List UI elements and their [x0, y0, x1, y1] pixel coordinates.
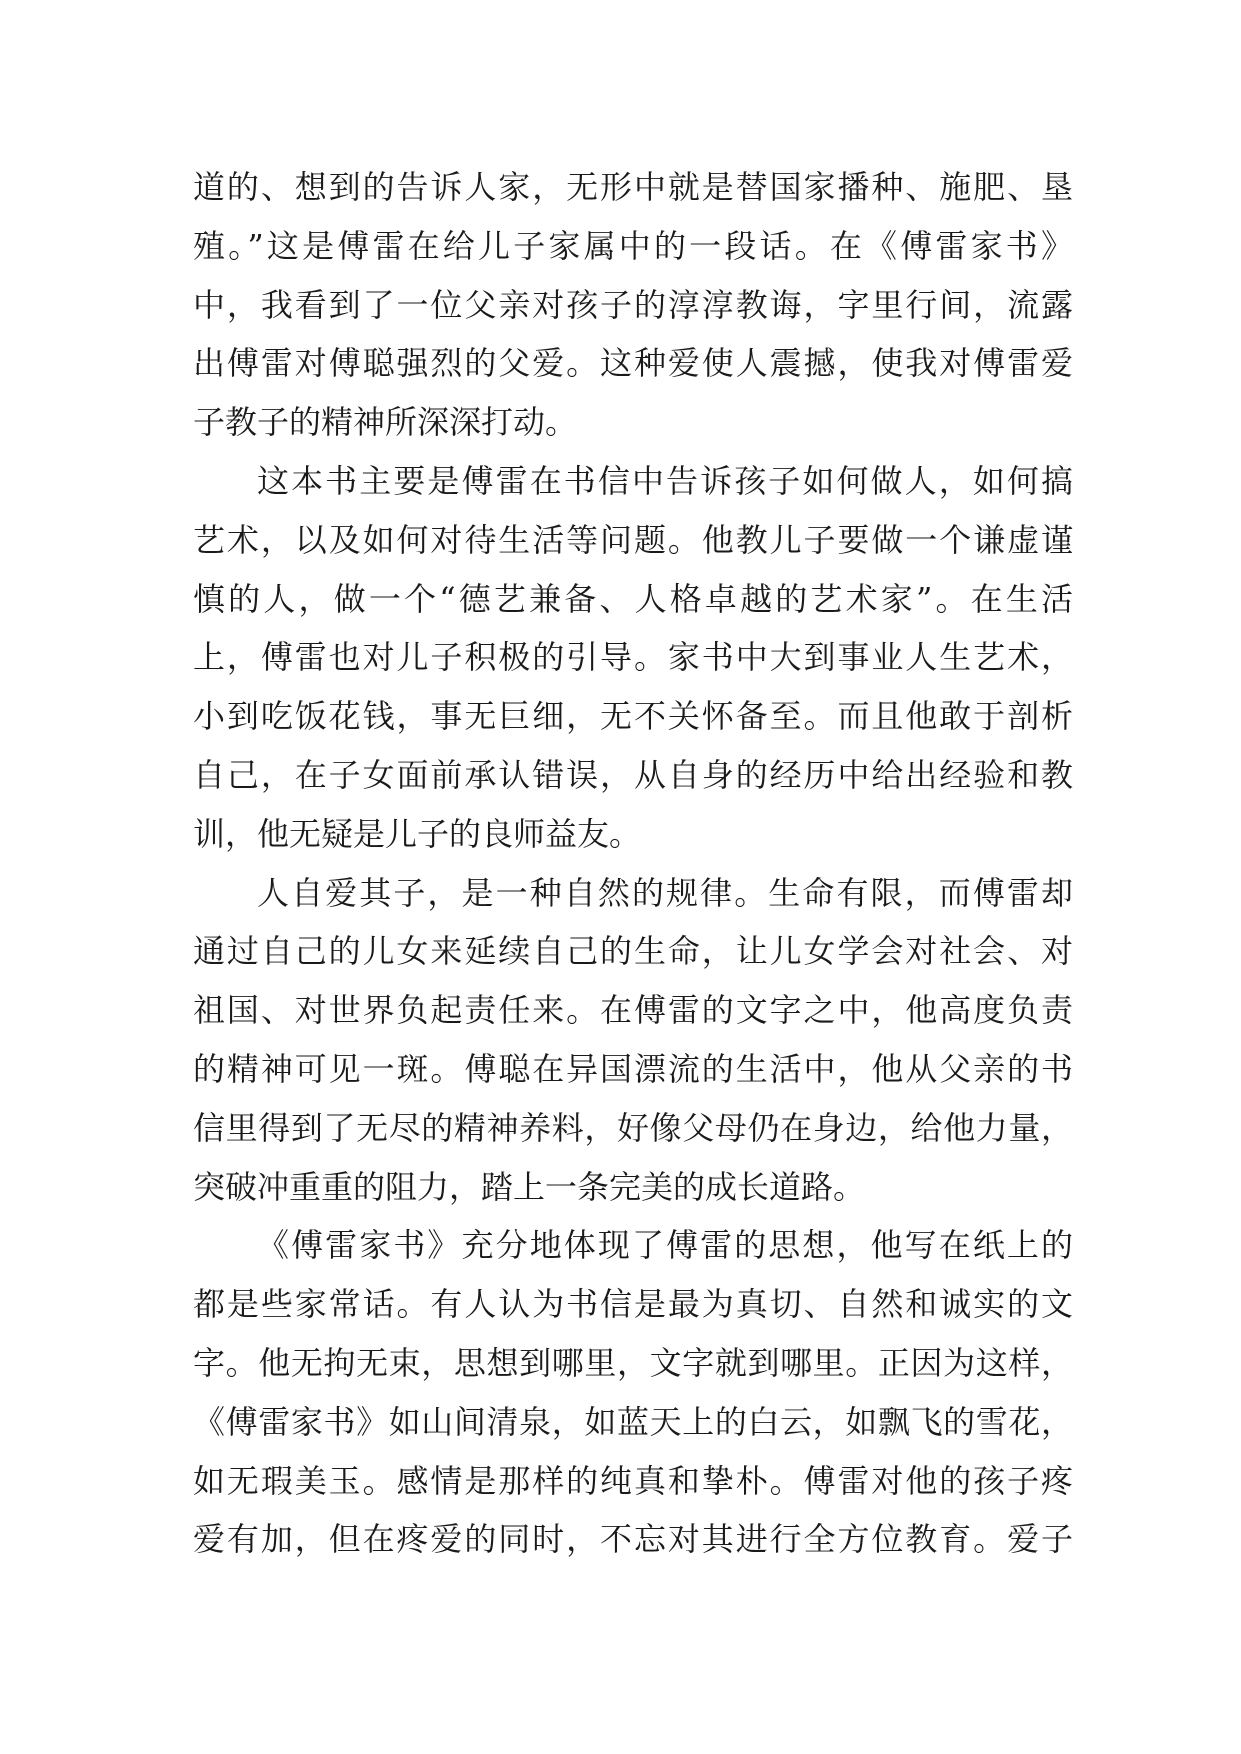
paragraph-start-line: 《傅雷家书》充分地体现了傅雷的思想，他写在纸上的	[257, 1226, 1073, 1265]
text-line: 慎的人，做一个“德艺兼备、人格卓越的艺术家”。在生活	[193, 579, 1073, 618]
paragraph-start-line: 人自爱其子，是一种自然的规律。生命有限，而傅雷却	[257, 873, 1073, 912]
text-line: 爱有加，但在疼爱的同时，不忘对其进行全方位教育。爱子	[193, 1520, 1073, 1559]
text-line: 《傅雷家书》如山间清泉，如蓝天上的白云，如飘飞的雪花，	[193, 1402, 1073, 1441]
text-line: 小到吃饭花钱，事无巨细，无不关怀备至。而且他敢于剖析	[193, 697, 1073, 736]
text-line: 如无瑕美玉。感情是那样的纯真和挚朴。傅雷对他的孩子疼	[193, 1461, 1073, 1500]
text-line: 都是些家常话。有人认为书信是最为真切、自然和诚实的文	[193, 1285, 1073, 1324]
text-line: 中，我看到了一位父亲对孩子的淳淳教诲，字里行间，流露	[193, 285, 1073, 324]
text-line: 道的、想到的告诉人家，无形中就是替国家播种、施肥、垦	[193, 168, 1073, 206]
text-line: 自己，在子女面前承认错误，从自身的经历中给出经验和教	[193, 755, 1073, 794]
text-line: 子教子的精神所深深打动。	[193, 403, 578, 442]
paragraph-start-line: 这本书主要是傅雷在书信中告诉孩子如何做人，如何搞	[257, 461, 1073, 500]
text-line: 殖。”这是傅雷在给儿子家属中的一段话。在《傅雷家书》	[193, 226, 1073, 265]
text-line: 上，傅雷也对儿子积极的引导。家书中大到事业人生艺术，	[193, 638, 1073, 677]
text-line: 通过自己的儿女来延续自己的生命，让儿女学会对社会、对	[193, 932, 1073, 971]
text-line: 艺术，以及如何对待生活等问题。他教儿子要做一个谦虚谨	[193, 520, 1073, 559]
text-line: 的精神可见一斑。傅聪在异国漂流的生活中，他从父亲的书	[193, 1049, 1073, 1088]
text-line: 突破冲重重的阻力，踏上一条完美的成长道路。	[193, 1167, 866, 1206]
text-line: 出傅雷对傅聪强烈的父爱。这种爱使人震撼，使我对傅雷爱	[193, 344, 1073, 383]
text-line: 祖国、对世界负起责任来。在傅雷的文字之中，他高度负责	[193, 991, 1073, 1030]
text-line: 训，他无疑是儿子的良师益友。	[193, 814, 642, 853]
body-text	[193, 158, 1073, 1569]
text-line: 信里得到了无尽的精神养料，好像父母仍在身边，给他力量，	[193, 1108, 1073, 1147]
text-line: 字。他无拘无束，思想到哪里，文字就到哪里。正因为这样，	[193, 1343, 1073, 1382]
